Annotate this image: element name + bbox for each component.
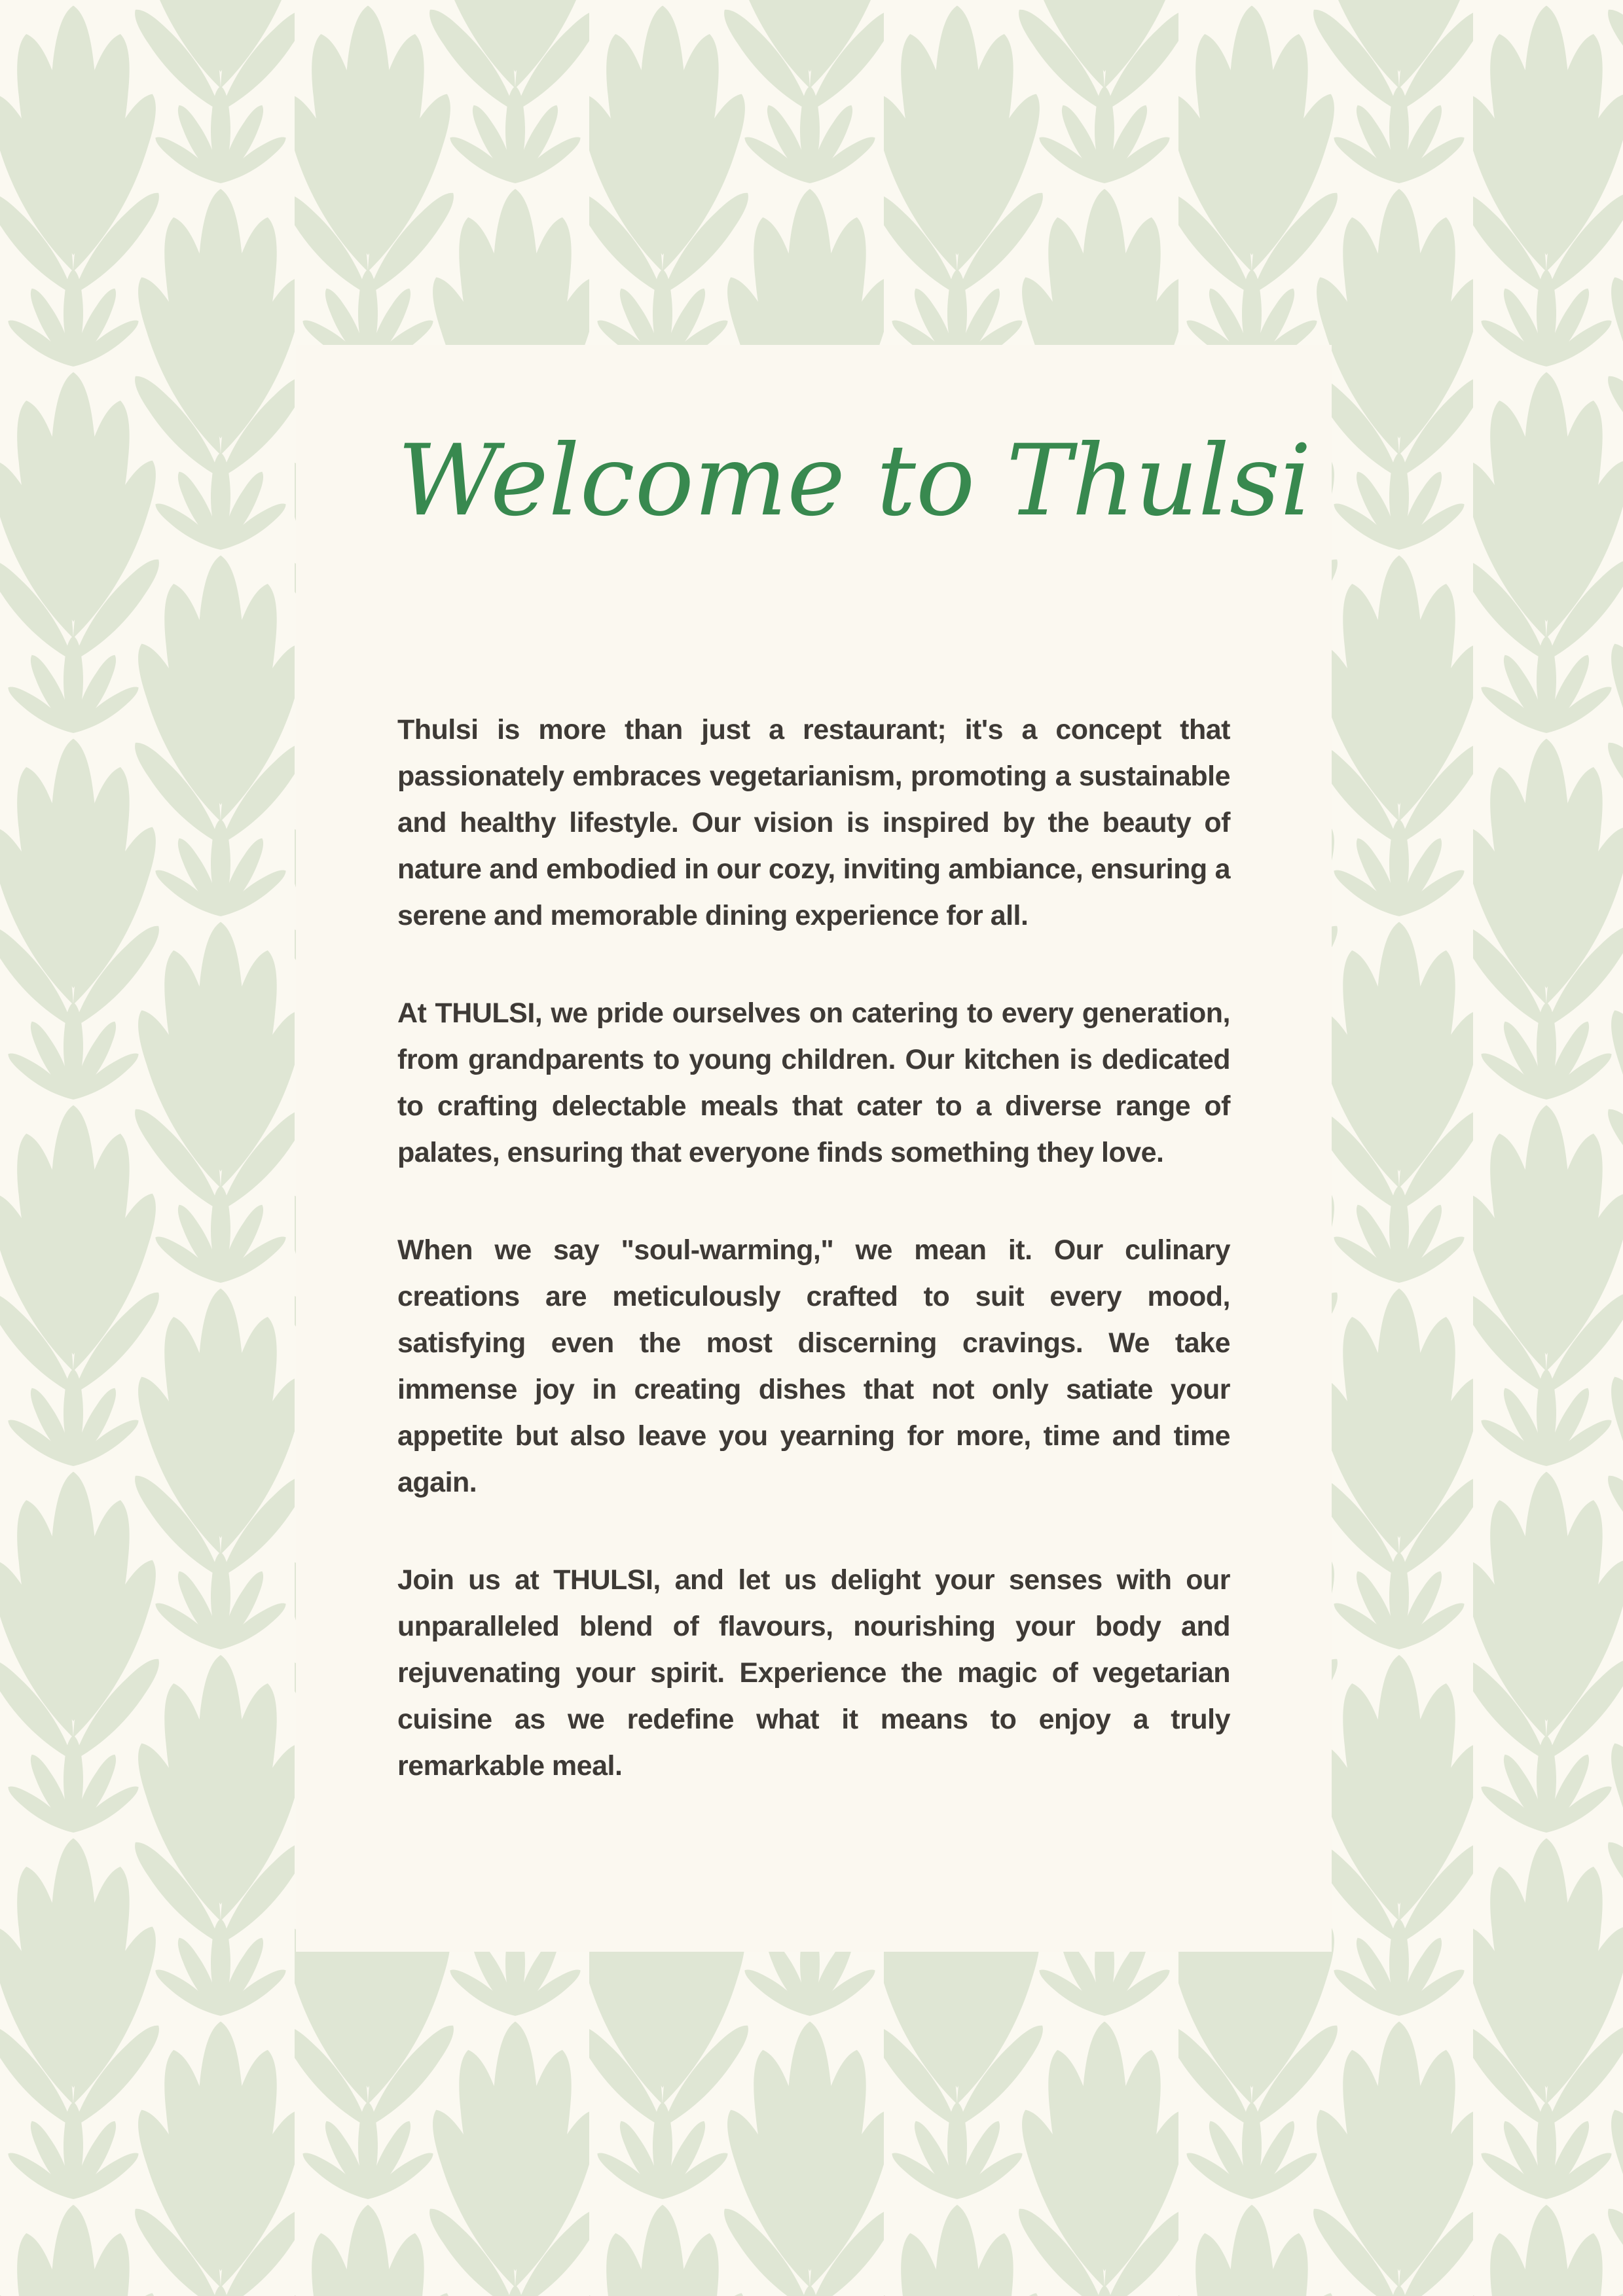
intro-text-block bbox=[397, 707, 1230, 1789]
intro-paragraph-2: At THULSI, we pride ourselves on catering to every generation, from grandparents to young children. Our kitchen is dedicated to crafting delectable meals that cater to a diverse range of palates, ensuring that everyone finds something they love. bbox=[397, 997, 1230, 1168]
content-card bbox=[296, 345, 1332, 1952]
page-title: Welcome to Thulsi bbox=[397, 424, 1312, 538]
intro-paragraph-3: When we say "soul-warming," we mean it. Our culinary creations are meticulously crafted to suit every mood, satisfying even the most discerning cravings. We take immense joy in creating dishes that not only satiate your appetite but also leave you yearning for more, time and time again. bbox=[397, 1234, 1230, 1498]
intro-paragraph-4: Join us at THULSI, and let us delight your senses with our unparalleled blend of flavours, nourishing your body and rejuvenating your spirit. Experience the magic of vegetarian cuisine as we redefine what it means to enjoy a truly remarkable meal. bbox=[397, 1564, 1230, 1782]
intro-paragraph-1: Thulsi is more than just a restaurant; it's a concept that passionately embraces vegetarianism, promoting a sustainable and healthy lifestyle. Our vision is inspired by the beauty of nature and embodied in our cozy, inviting ambiance, ensuring a serene and memorable dining experience for all. bbox=[397, 714, 1230, 931]
